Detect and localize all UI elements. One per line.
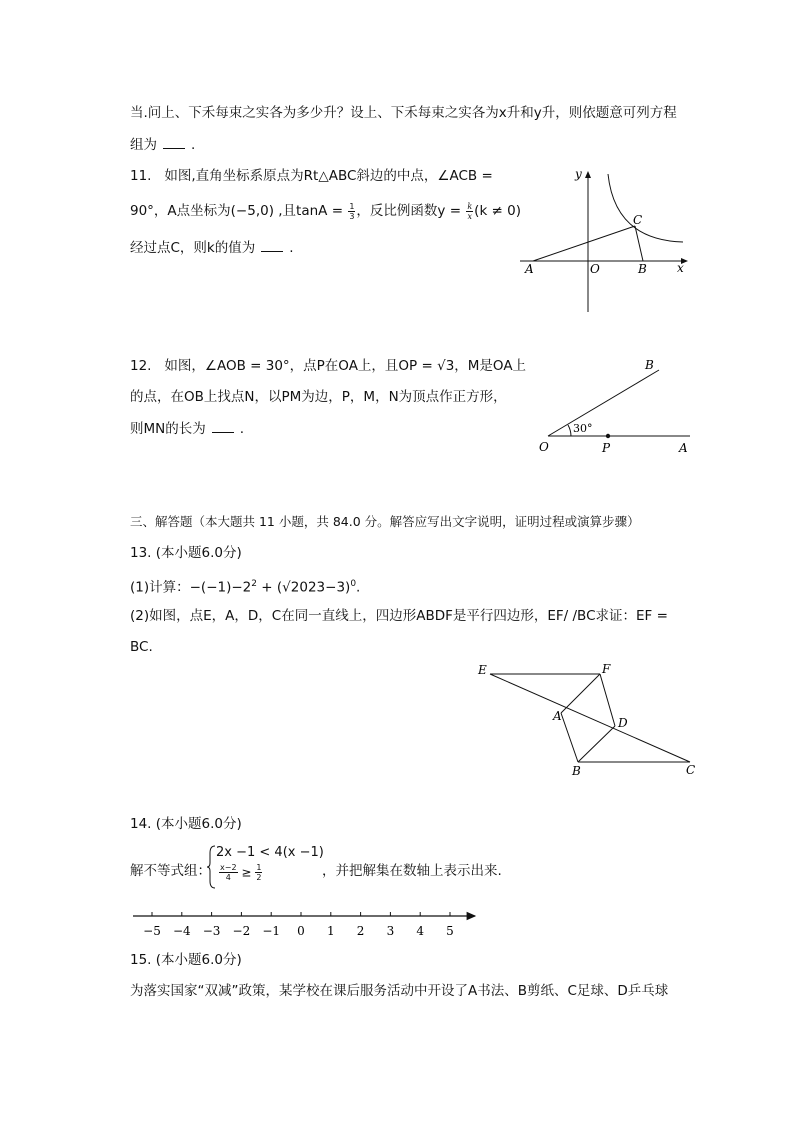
answer-blank bbox=[163, 134, 185, 149]
number-line-label: −4 bbox=[172, 924, 191, 938]
segment-bd bbox=[578, 726, 615, 762]
q11-text2a: 90°，A点坐标为(−5,0) ,且tanA = bbox=[130, 203, 344, 219]
q11-line1 bbox=[130, 166, 493, 186]
number-line-label: −3 bbox=[202, 924, 221, 938]
q13-part2-end: BC. bbox=[130, 639, 153, 655]
label-d: D bbox=[618, 716, 628, 730]
segment-cb bbox=[635, 226, 643, 261]
ray-ob bbox=[548, 370, 659, 436]
q11-number: 11. bbox=[130, 168, 152, 184]
q14-lead: 解不等式组： bbox=[130, 863, 211, 879]
q12-figure bbox=[535, 355, 700, 460]
q10-line1: 当.问上、下禾每束之实各为多少升？设上、下禾每束之实各为x升和y升，则依题意可列方程 bbox=[130, 105, 677, 121]
label-c: C bbox=[633, 213, 643, 227]
q10-line2 bbox=[130, 134, 195, 155]
answer-blank bbox=[261, 237, 283, 252]
q14-heading: 14. (本小题6.0分) bbox=[130, 816, 242, 832]
inequality-2: $\frac{x-2}{4}$ ≥ $\frac{1}{2}$ bbox=[220, 863, 262, 882]
line-ec bbox=[490, 674, 690, 762]
q14-instruction: ，并把解集在数轴上表示出来. bbox=[322, 863, 502, 879]
q15-heading: 15. (本小题6.0分) bbox=[130, 952, 242, 968]
answer-blank bbox=[212, 418, 234, 433]
q12-line3: 则MN的长为 . bbox=[130, 418, 244, 439]
q11-figure bbox=[515, 160, 695, 320]
number-line-label: −2 bbox=[232, 924, 251, 938]
inequality-1: 2x −1 < 4(x −1) bbox=[216, 845, 324, 860]
number-line-label: 4 bbox=[416, 924, 425, 938]
number-line-label: 1 bbox=[326, 924, 335, 938]
label-p: P bbox=[602, 441, 611, 455]
number-line-label: −1 bbox=[262, 924, 281, 938]
number-line-label: 5 bbox=[446, 924, 454, 938]
label-y: y bbox=[575, 167, 582, 181]
angle-arc bbox=[568, 425, 571, 436]
q12-line2: 的点，在OB上找点N，以PM为边，P，M，N为顶点作正方形， bbox=[130, 389, 507, 405]
q10-period: . bbox=[191, 137, 196, 153]
q11-text1: 如图,直角坐标系原点为Rt△ABC斜边的中点，∠ACB = bbox=[164, 168, 493, 184]
segment-af bbox=[561, 674, 600, 713]
segment-ab bbox=[561, 713, 578, 762]
q11-k-fraction: $\frac{k}{x}$ bbox=[467, 201, 473, 221]
label-o: O bbox=[539, 440, 549, 454]
segment-ac bbox=[533, 226, 635, 261]
angle-label: 30° bbox=[573, 422, 593, 435]
label-x: x bbox=[677, 261, 684, 275]
label-e: E bbox=[478, 663, 487, 677]
q15-line1: 为落实国家“双减”政策，某学校在课后服务活动中开设了A书法、B剪纸、C足球、D乒乓球 bbox=[130, 983, 669, 999]
label-c: C bbox=[686, 763, 696, 777]
number-line-label: 3 bbox=[386, 924, 395, 938]
point-p bbox=[606, 434, 610, 438]
q11-tan-fraction: $\frac{1}{3}$ bbox=[349, 201, 355, 221]
q11-line3: 经过点C，则k的值为 . bbox=[130, 237, 294, 258]
q13-part1: (1)计算：$-(-1)-2^2 + (√2023-3)^0$. bbox=[130, 579, 361, 596]
section-3-heading: 三、解答题（本大题共 11 小题，共 84.0 分。解答应写出文字说明，证明过程或演算步骤） bbox=[130, 514, 640, 529]
number-line bbox=[130, 905, 485, 945]
segment-fd bbox=[600, 674, 615, 726]
q13-figure bbox=[470, 658, 700, 783]
q12-number: 12. bbox=[130, 358, 152, 374]
label-f: F bbox=[602, 662, 611, 676]
label-b: B bbox=[572, 764, 581, 778]
q12-text3: 则MN的长为 bbox=[130, 421, 206, 437]
q13-heading: 13. (本小题6.0分) bbox=[130, 545, 242, 561]
q12-text1: 如图，∠AOB = 30°，点P在OA上，且OP = √3，M是OA上 bbox=[164, 358, 527, 374]
q11-text2b: ，反比例函数y = bbox=[356, 203, 462, 219]
q11-text2c: (k ≠ 0) bbox=[474, 203, 522, 219]
q11-text3: 经过点C，则k的值为 bbox=[130, 240, 256, 256]
number-line-label: 2 bbox=[356, 924, 365, 938]
q10-line2-text: 组为 bbox=[130, 137, 157, 153]
label-a: A bbox=[553, 709, 562, 723]
label-b: B bbox=[645, 358, 654, 372]
label-a: A bbox=[525, 262, 534, 276]
label-b: B bbox=[638, 262, 647, 276]
label-a: A bbox=[679, 441, 688, 455]
q12-line1 bbox=[130, 356, 526, 376]
q13-part2: (2)如图，点E，A，D，C在同一直线上，四边形ABDF是平行四边形，EF/ /BC求证：EF = bbox=[130, 608, 668, 624]
label-o: O bbox=[590, 262, 600, 276]
number-line-label: 0 bbox=[297, 924, 305, 938]
number-line-label: −5 bbox=[143, 924, 161, 938]
q11-line2 bbox=[130, 201, 521, 221]
